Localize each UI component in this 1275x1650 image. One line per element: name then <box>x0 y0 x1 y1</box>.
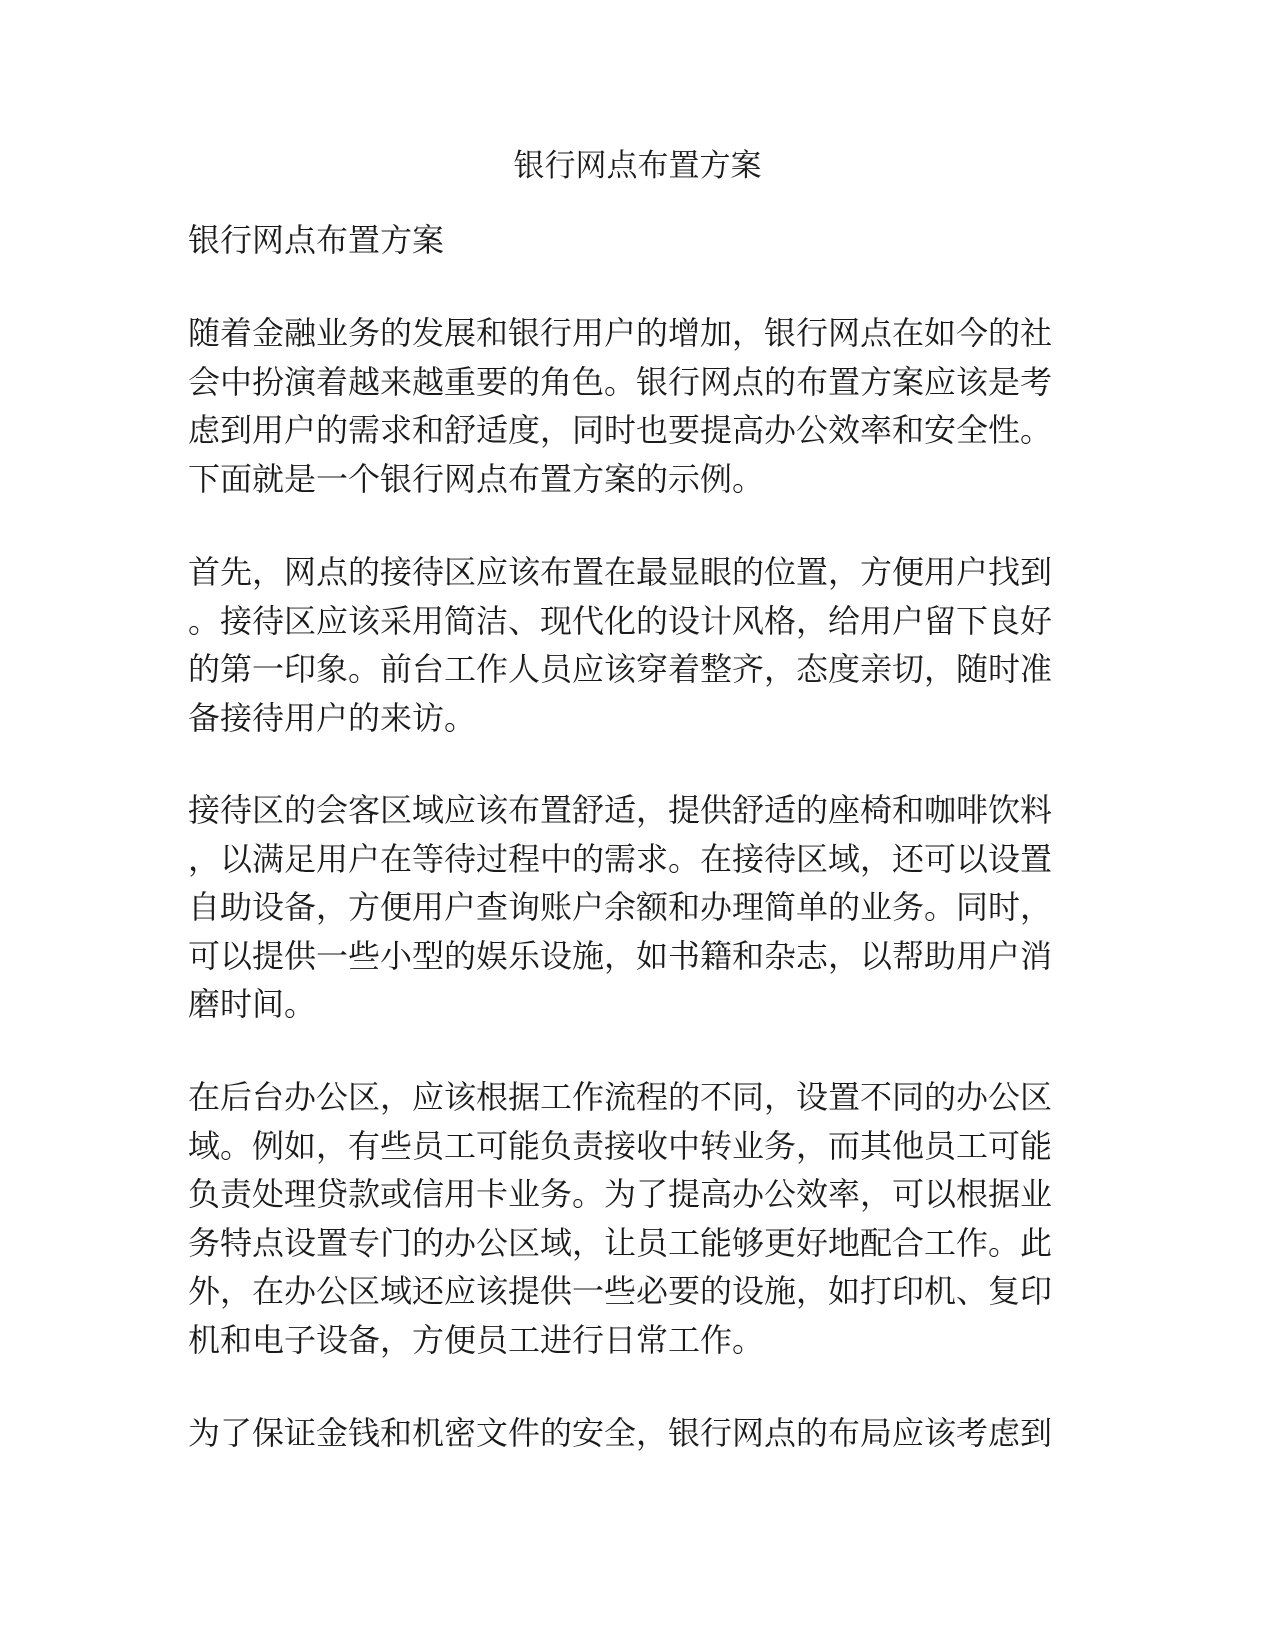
paragraph-line: 外，在办公区域还应该提供一些必要的设施，如打印机、复印 <box>188 1272 1053 1310</box>
paragraph-line: 备接待用户的来访。 <box>188 698 477 737</box>
paragraph-reception <box>188 548 1088 742</box>
paragraph-back-office <box>188 1073 1088 1364</box>
paragraph-line: 随着金融业务的发展和银行用户的增加，银行网点在如今的社 <box>188 314 1053 352</box>
paragraph-line: 的第一印象。前台工作人员应该穿着整齐，态度亲切，随时准 <box>188 650 1053 688</box>
paragraph-line: 首先，网点的接待区应该布置在最显眼的位置，方便用户找到 <box>188 553 1053 591</box>
paragraph-line: ，以满足用户在等待过程中的需求。在接待区域，还可以设置 <box>188 839 1053 878</box>
paragraph-intro <box>188 309 1088 503</box>
paragraph-line: 磨时间。 <box>188 985 317 1023</box>
paragraph-line: 负责处理贷款或信用卡业务。为了提高办公效率，可以根据业 <box>188 1175 1053 1213</box>
paragraph-security <box>188 1409 1088 1458</box>
paragraph-line: 下面就是一个银行网点布置方案的示例。 <box>188 459 765 498</box>
paragraph-line: 会中扮演着越来越重要的角色。银行网点的布置方案应该是考 <box>188 362 1053 401</box>
paragraph-line: 虑到用户的需求和舒适度，同时也要提高办公效率和安全性。 <box>188 411 1053 449</box>
paragraph-line: 域。例如，有些员工可能负责接收中转业务，而其他员工可能 <box>188 1126 1053 1165</box>
paragraph-line: 接待区的会客区域应该布置舒适，提供舒适的座椅和咖啡饮料 <box>188 791 1053 829</box>
paragraph-line: 务特点设置专门的办公区域，让员工能够更好地配合工作。此 <box>188 1223 1053 1262</box>
paragraph-line: 为了保证金钱和机密文件的安全，银行网点的布局应该考虑到 <box>188 1414 1053 1452</box>
paragraph-line: 。接待区应该采用简洁、现代化的设计风格，给用户留下良好 <box>188 601 1053 640</box>
paragraph-line: 在后台办公区，应该根据工作流程的不同，设置不同的办公区 <box>188 1078 1053 1116</box>
paragraph-lounge <box>188 786 1088 1029</box>
document-subtitle: 银行网点布置方案 <box>188 221 445 259</box>
paragraph-line: 可以提供一些小型的娱乐设施，如书籍和杂志，以帮助用户消 <box>188 936 1053 975</box>
paragraph-line: 机和电子设备，方便员工进行日常工作。 <box>188 1320 765 1359</box>
paragraph-line: 自助设备，方便用户查询账户余额和办理简单的业务。同时， <box>188 888 1053 926</box>
document-title: 银行网点布置方案 <box>513 148 762 184</box>
